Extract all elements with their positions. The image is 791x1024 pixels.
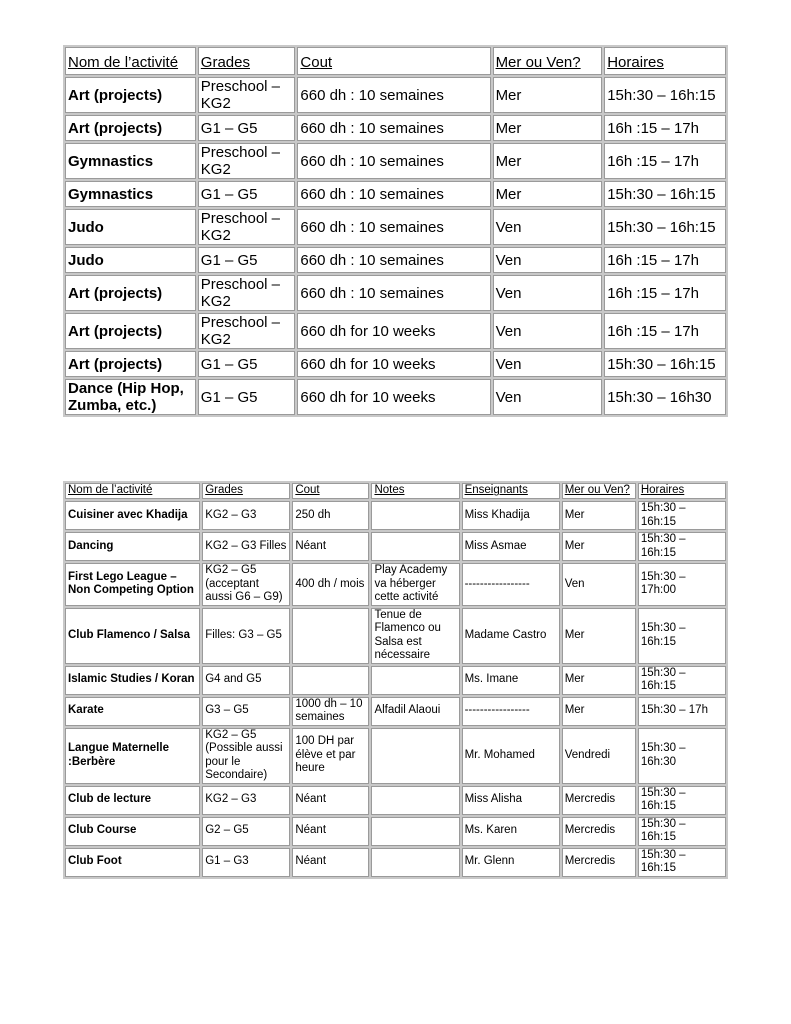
activity-name-cell: Gymnastics [65, 143, 196, 179]
table-cell: Ven [493, 275, 603, 311]
table-cell: Ven [493, 209, 603, 245]
table-cell: Mer [493, 143, 603, 179]
table-cell: ----------------- [462, 697, 560, 726]
activity-name-cell: Dancing [65, 532, 200, 561]
table-cell: 1000 dh – 10 semaines [292, 697, 369, 726]
table-cell: KG2 – G3 Filles [202, 532, 290, 561]
table-cell: Ven [493, 313, 603, 349]
table-row [65, 247, 726, 273]
table-row [65, 532, 726, 561]
table-row [65, 608, 726, 664]
table-cell: Tenue de Flamenco ou Salsa est nécessaire [371, 608, 459, 664]
table-cell: Alfadil Alaoui [371, 697, 459, 726]
table-cell: Mercredis [562, 817, 636, 846]
column-header: Grades [198, 47, 296, 75]
table-row [65, 181, 726, 207]
table-cell: KG2 – G5 (acceptant aussi G6 – G9) [202, 563, 290, 606]
column-header: Mer ou Ven? [562, 483, 636, 499]
table-row [65, 817, 726, 846]
table-cell: Mr. Mohamed [462, 728, 560, 784]
table-cell: 15h:30 – 16h30 [604, 379, 726, 415]
table-cell: Filles: G3 – G5 [202, 608, 290, 664]
activity-name-cell: Islamic Studies / Koran [65, 666, 200, 695]
column-header: Notes [371, 483, 459, 499]
table-cell: Ven [493, 379, 603, 415]
table-cell: Ms. Karen [462, 817, 560, 846]
table-cell: 660 dh : 10 semaines [297, 181, 490, 207]
table-cell: Mr. Glenn [462, 848, 560, 877]
activity-name-cell: Gymnastics [65, 181, 196, 207]
table-cell: 660 dh : 10 semaines [297, 115, 490, 141]
table-cell: 16h :15 – 17h [604, 115, 726, 141]
table-cell: 15h:30 – 16h:15 [638, 666, 726, 695]
table-cell: Preschool – KG2 [198, 313, 296, 349]
table-cell: 15h:30 – 17h:00 [638, 563, 726, 606]
table-cell: Miss Alisha [462, 786, 560, 815]
header-row [65, 483, 726, 499]
table-cell: Mercredis [562, 848, 636, 877]
table-cell: Néant [292, 532, 369, 561]
activity-name-cell: Club Course [65, 817, 200, 846]
table-cell: 15h:30 – 16h:15 [638, 786, 726, 815]
table-cell: 15h:30 – 16h:15 [638, 848, 726, 877]
activity-name-cell: First Lego League – Non Competing Option [65, 563, 200, 606]
activity-name-cell: Cuisiner avec Khadija [65, 501, 200, 530]
table-cell [371, 501, 459, 530]
column-header: Horaires [604, 47, 726, 75]
column-header: Nom de l’activité [65, 483, 200, 499]
table-cell: G3 – G5 [202, 697, 290, 726]
activity-name-cell: Art (projects) [65, 115, 196, 141]
table-cell: Ven [493, 247, 603, 273]
table-cell: Miss Khadija [462, 501, 560, 530]
table-cell [292, 666, 369, 695]
table-cell: ----------------- [462, 563, 560, 606]
table-cell: 660 dh : 10 semaines [297, 77, 490, 113]
table-row [65, 501, 726, 530]
table-cell: G1 – G5 [198, 247, 296, 273]
table-cell: Preschool – KG2 [198, 275, 296, 311]
table-cell: G1 – G5 [198, 351, 296, 377]
activities-table-2 [63, 481, 728, 879]
table-cell: 16h :15 – 17h [604, 275, 726, 311]
table-cell: Néant [292, 817, 369, 846]
table-cell: 660 dh for 10 weeks [297, 313, 490, 349]
activity-name-cell: Judo [65, 247, 196, 273]
table-row [65, 275, 726, 311]
table-cell [371, 848, 459, 877]
table-row [65, 666, 726, 695]
table-cell: 15h:30 – 16h:15 [638, 532, 726, 561]
table-row [65, 351, 726, 377]
table-cell: 15h:30 – 17h [638, 697, 726, 726]
table-row [65, 563, 726, 606]
activity-name-cell: Art (projects) [65, 351, 196, 377]
table-cell [371, 728, 459, 784]
column-header: Enseignants [462, 483, 560, 499]
table-row [65, 728, 726, 784]
table-cell: 660 dh : 10 semaines [297, 247, 490, 273]
table-row [65, 77, 726, 113]
table-cell: Mer [562, 666, 636, 695]
table-cell [371, 666, 459, 695]
table-row [65, 379, 726, 415]
table-cell: KG2 – G5 (Possible aussi pour le Secondaire) [202, 728, 290, 784]
table-cell: Mercredis [562, 786, 636, 815]
table-cell: Mer [493, 181, 603, 207]
table-cell: 100 DH par élève et par heure [292, 728, 369, 784]
activity-name-cell: Club de lecture [65, 786, 200, 815]
table-cell: 15h:30 – 16h:15 [638, 501, 726, 530]
table-cell: 660 dh for 10 weeks [297, 379, 490, 415]
table-cell: Mer [562, 532, 636, 561]
table-cell: Vendredi [562, 728, 636, 784]
activity-name-cell: Dance (Hip Hop, Zumba, etc.) [65, 379, 196, 415]
table-cell: Ms. Imane [462, 666, 560, 695]
table-cell: Preschool – KG2 [198, 77, 296, 113]
table-cell: G4 and G5 [202, 666, 290, 695]
activity-name-cell: Club Flamenco / Salsa [65, 608, 200, 664]
table-cell: Mer [493, 115, 603, 141]
table-cell: 660 dh : 10 semaines [297, 275, 490, 311]
table-cell: Miss Asmae [462, 532, 560, 561]
table-row [65, 115, 726, 141]
table-cell: 400 dh / mois [292, 563, 369, 606]
column-header: Mer ou Ven? [493, 47, 603, 75]
table-cell: 15h:30 – 16h:15 [638, 817, 726, 846]
column-header: Horaires [638, 483, 726, 499]
table-cell [371, 786, 459, 815]
table-cell: Madame Castro [462, 608, 560, 664]
table-cell: Néant [292, 848, 369, 877]
table-row [65, 143, 726, 179]
activity-name-cell: Art (projects) [65, 77, 196, 113]
table-row [65, 848, 726, 877]
table-cell: 16h :15 – 17h [604, 247, 726, 273]
table-cell: 15h:30 – 16h:15 [604, 181, 726, 207]
table-cell: Mer [493, 77, 603, 113]
table-cell [371, 817, 459, 846]
table-cell: G1 – G5 [198, 181, 296, 207]
table-cell: KG2 – G3 [202, 786, 290, 815]
table-cell: G2 – G5 [202, 817, 290, 846]
table-cell: 15h:30 – 16h:15 [604, 209, 726, 245]
activity-name-cell: Art (projects) [65, 313, 196, 349]
table-cell: 15h:30 – 16h:30 [638, 728, 726, 784]
table-cell: 660 dh : 10 semaines [297, 143, 490, 179]
table-cell [371, 532, 459, 561]
table-cell: Mer [562, 608, 636, 664]
column-header: Cout [297, 47, 490, 75]
table-cell: 660 dh : 10 semaines [297, 209, 490, 245]
table-cell: Ven [562, 563, 636, 606]
table-cell: Ven [493, 351, 603, 377]
table-cell: Mer [562, 697, 636, 726]
activity-name-cell: Club Foot [65, 848, 200, 877]
table-cell: 15h:30 – 16h:15 [604, 77, 726, 113]
table-row [65, 313, 726, 349]
table-cell [292, 608, 369, 664]
table-row [65, 697, 726, 726]
table-cell: G1 – G3 [202, 848, 290, 877]
table-cell: G1 – G5 [198, 379, 296, 415]
table-cell: Play Academy va héberger cette activité [371, 563, 459, 606]
activity-name-cell: Langue Maternelle :Berbère [65, 728, 200, 784]
activity-name-cell: Art (projects) [65, 275, 196, 311]
table-row [65, 209, 726, 245]
activity-name-cell: Judo [65, 209, 196, 245]
column-header: Nom de l’activité [65, 47, 196, 75]
column-header: Grades [202, 483, 290, 499]
activities-table-1 [63, 45, 728, 417]
activity-name-cell: Karate [65, 697, 200, 726]
header-row [65, 47, 726, 75]
table-cell: 15h:30 – 16h:15 [604, 351, 726, 377]
table-cell: Preschool – KG2 [198, 143, 296, 179]
table-cell: Mer [562, 501, 636, 530]
table-row [65, 786, 726, 815]
table-cell: KG2 – G3 [202, 501, 290, 530]
table-cell: 660 dh for 10 weeks [297, 351, 490, 377]
table-cell: 16h :15 – 17h [604, 143, 726, 179]
table-cell: Néant [292, 786, 369, 815]
table-cell: 16h :15 – 17h [604, 313, 726, 349]
table-cell: Preschool – KG2 [198, 209, 296, 245]
column-header: Cout [292, 483, 369, 499]
table-cell: 15h:30 – 16h:15 [638, 608, 726, 664]
table-cell: G1 – G5 [198, 115, 296, 141]
table-cell: 250 dh [292, 501, 369, 530]
